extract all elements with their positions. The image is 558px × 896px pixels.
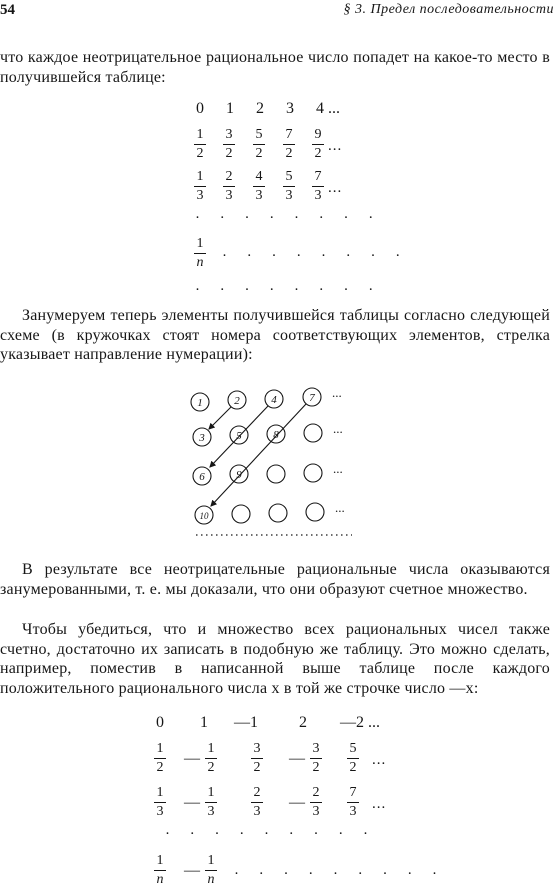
arrow [211, 404, 306, 506]
fraction: 1 3 [153, 785, 167, 820]
ellipsis: ... [333, 461, 343, 476]
ellipsis: ... [335, 500, 345, 515]
minus-sign: — [184, 750, 200, 767]
diagonal-numbering-diagram [180, 382, 360, 542]
node-circle [306, 503, 324, 521]
node-label: 8 [273, 429, 279, 441]
node-label: 1 [197, 397, 203, 409]
node-label: 6 [199, 471, 205, 483]
table-cell: 4 ... [316, 100, 340, 117]
table-cell: 2 [299, 714, 307, 731]
dots-row: · · · · · · · · [222, 248, 409, 264]
minus-sign: — [289, 794, 305, 811]
table-cell: —1 [234, 714, 258, 731]
dots-row: · · · · · · · · · [234, 866, 445, 882]
table-cell: 1 [226, 100, 234, 117]
fraction: 9 2 [311, 127, 325, 162]
fraction: 1 n [153, 853, 167, 888]
page-number: 54 [0, 2, 15, 18]
table-cell: 0 [156, 714, 164, 731]
node-circle [269, 504, 287, 522]
dots-row: · · · · · · · · [195, 282, 382, 298]
fraction: 2 3 [309, 785, 323, 820]
fraction: 2 3 [250, 785, 264, 820]
table-cell: 1 [200, 714, 208, 731]
ellipsis: ... [328, 138, 343, 154]
fraction: 7 3 [311, 169, 325, 204]
minus-sign: — [184, 862, 200, 879]
ellipsis: ... [333, 421, 343, 436]
node-label: 7 [309, 392, 315, 404]
minus-sign: — [184, 794, 200, 811]
fraction: 5 3 [282, 169, 296, 204]
paragraph-all-rationals: Чтобы убедиться, что и множество всех рациональных чисел также счетно, достаточно их записать в подобную же таблицу. Это можно сделать, например, поместив в написанной выше таблице после каждого положительного рационального числа x в той же строчке число —x: [0, 621, 550, 697]
fraction: 3 2 [222, 127, 236, 162]
node-circle [267, 465, 285, 483]
fraction: 7 2 [282, 127, 296, 162]
fraction: 1 2 [153, 741, 167, 776]
fraction: 1 3 [193, 169, 207, 204]
node-label: 10 [199, 511, 209, 521]
paragraph-result: В результате все неотрицательные рациональные числа оказываются занумерованными, т. е. мы доказали, что они образуют счетное множество. [0, 561, 550, 598]
node-label: 2 [234, 395, 240, 407]
node-circle [232, 505, 250, 523]
node-label: 9 [236, 469, 242, 481]
paragraph-numbering: Занумеруем теперь элементы получившейся таблицы согласно следующей схеме (в кружочках стоят номера соответствующих элементов, стрелка указывает направление нумерации): [0, 307, 550, 363]
fraction: 4 3 [252, 169, 266, 204]
fraction: 1 2 [204, 741, 218, 776]
fraction: 3 2 [309, 741, 323, 776]
fraction: 2 3 [222, 169, 236, 204]
dots-row: · · · · · · · · · [165, 826, 376, 842]
node-label: 4 [271, 394, 277, 406]
ellipsis: ... [372, 752, 387, 768]
node-circle [304, 464, 322, 482]
fraction: 3 2 [250, 741, 264, 776]
fraction: 1 3 [204, 785, 218, 820]
table-cell: 3 [286, 100, 294, 117]
fraction: 1 2 [193, 127, 207, 162]
arrow [209, 407, 231, 429]
table-cell: 0 [196, 100, 204, 117]
vertical-dots-row: · · · · · · · · [195, 210, 382, 226]
ellipsis: ... [328, 180, 343, 196]
fraction: 1 n [204, 853, 218, 888]
fraction: 1 n [193, 236, 207, 271]
node-label: 5 [236, 430, 242, 442]
running-header: § 3. Предел последовательности [343, 2, 554, 17]
node-label: 3 [199, 432, 205, 444]
fraction: 5 2 [252, 127, 266, 162]
ellipsis: ... [372, 796, 387, 812]
minus-sign: — [289, 750, 305, 767]
paragraph-intro: что каждое неотрицательное рациональное число попадет на какое-то место в получившейся таблице: [0, 49, 550, 86]
fraction: 7 3 [346, 785, 360, 820]
table-cell: 2 [256, 100, 264, 117]
node-circle [304, 424, 322, 442]
fraction: 5 2 [346, 741, 360, 776]
table-cell: —2 ... [340, 714, 380, 731]
ellipsis: ... [332, 385, 342, 400]
